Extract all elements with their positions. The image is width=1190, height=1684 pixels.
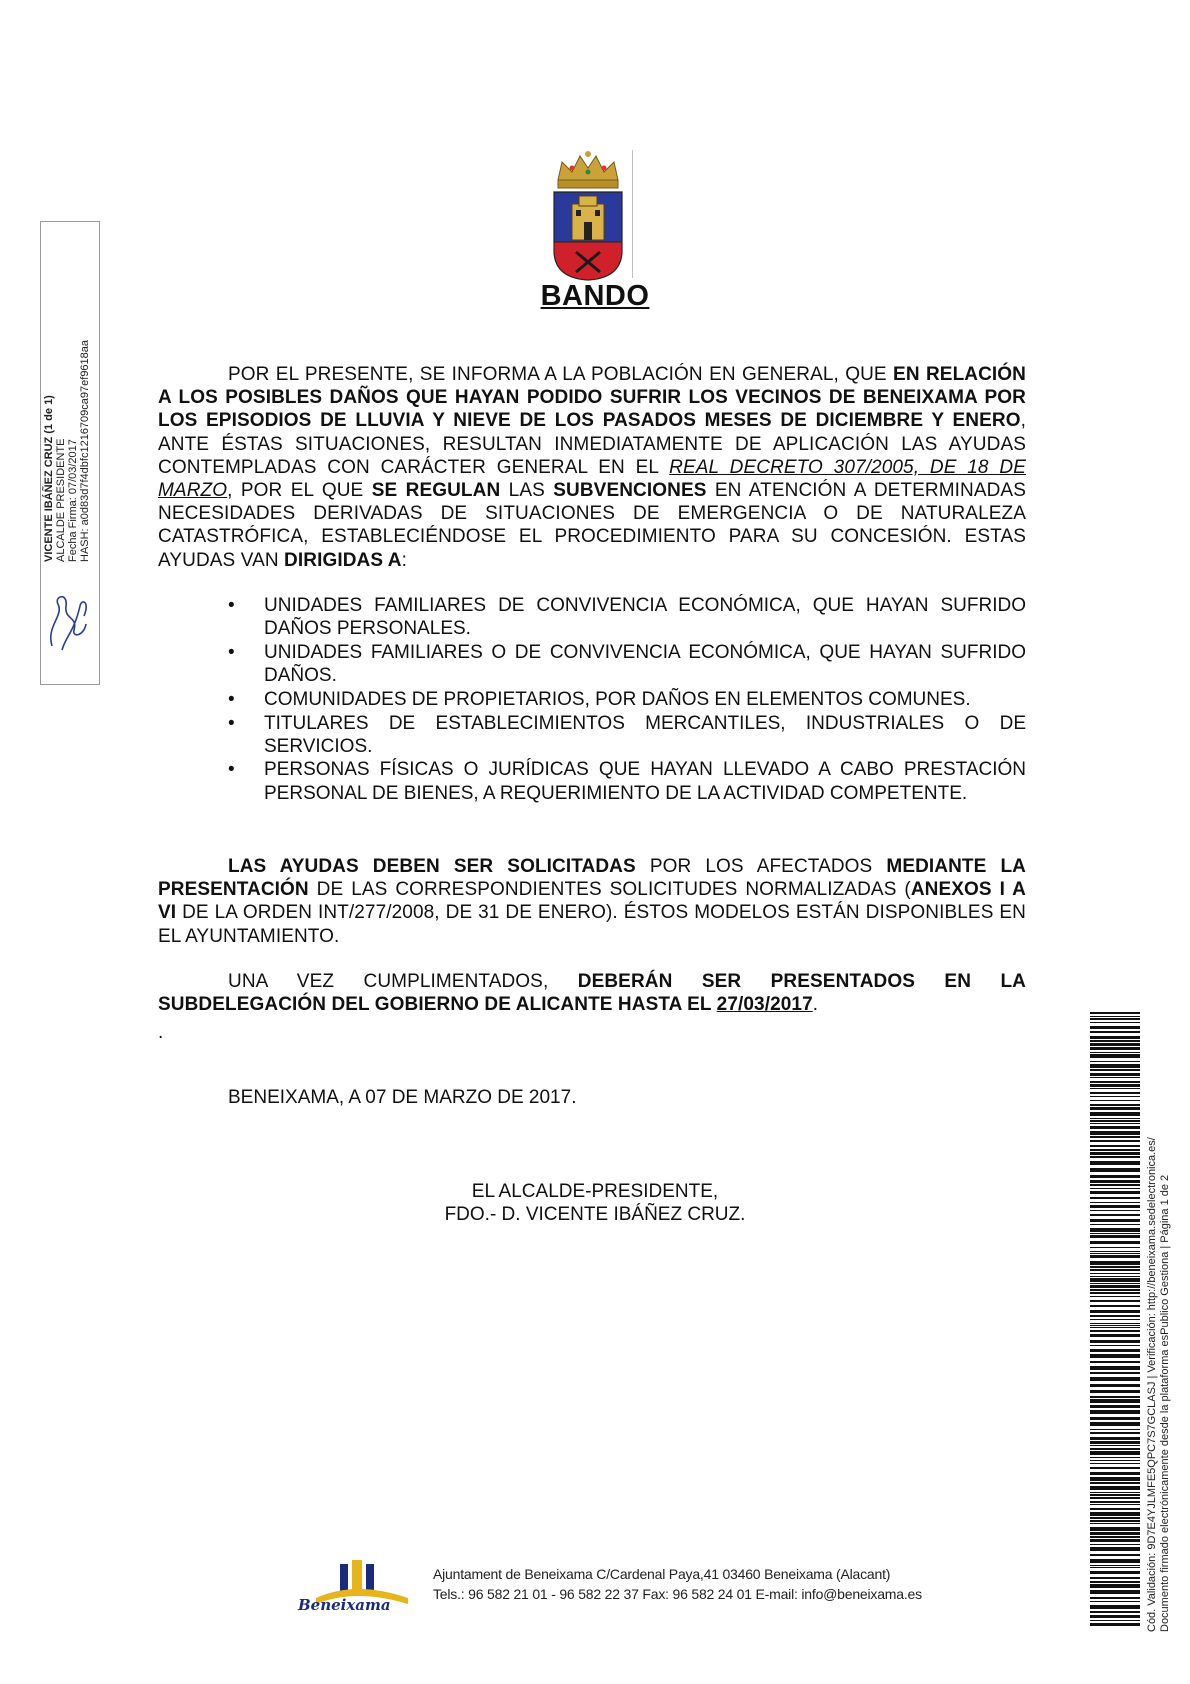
barcode-bar — [1090, 1527, 1140, 1531]
barcode-bar — [1090, 1289, 1140, 1291]
document-title: BANDO — [540, 280, 650, 312]
barcode-bar — [1090, 1276, 1140, 1277]
barcode-bar — [1090, 1354, 1140, 1358]
application-paragraph — [158, 855, 1026, 948]
barcode-bar — [1090, 1088, 1140, 1089]
footer-logo-text: Beneixama — [298, 1596, 391, 1614]
barcode-bar — [1090, 1197, 1140, 1199]
barcode-bar — [1090, 1118, 1140, 1119]
list-item — [222, 688, 1026, 711]
barcode-bar — [1090, 1451, 1140, 1455]
footer-contact: Tels.: 96 582 21 01 - 96 582 22 37 Fax: 96 582 24 01 E-mail: info@beneixama.es — [433, 1586, 922, 1602]
p2-bold-3: ANEXOS I A VI — [158, 879, 1026, 924]
barcode-bar — [1090, 1149, 1140, 1151]
barcode-bar — [1090, 1255, 1140, 1258]
barcode-bar — [1090, 1571, 1140, 1574]
barcode-bar — [1090, 1188, 1140, 1189]
barcode-bar — [1090, 1168, 1140, 1172]
bullet-icon: • — [228, 759, 235, 781]
barcode-bar — [1090, 1445, 1140, 1446]
barcode-bar — [1090, 1567, 1140, 1568]
barcode-bar — [1090, 1577, 1140, 1579]
stamp-date: Fecha Firma: 07/03/2017 — [67, 439, 79, 562]
barcode-bar — [1090, 1494, 1140, 1496]
barcode-bar — [1090, 1266, 1140, 1268]
barcode-bar — [1090, 1501, 1140, 1503]
barcode-bar — [1090, 1016, 1140, 1017]
barcode-bar — [1090, 1210, 1140, 1211]
barcode-bar — [1090, 1054, 1140, 1058]
barcode-bar — [1090, 1396, 1140, 1398]
barcode-bar — [1090, 1497, 1140, 1499]
barcode-bar — [1090, 1405, 1140, 1408]
header-rule — [632, 150, 633, 278]
footer-address: Ajuntament de Beneixama C/Cardenal Paya,41 03460 Beneixama (Alacant) — [433, 1566, 891, 1582]
barcode-bar — [1090, 1345, 1140, 1346]
barcode-bar — [1090, 1092, 1140, 1094]
barcode-bar — [1090, 1100, 1140, 1101]
p2-bold-2: MEDIANTE LA PRESENTACIÓN — [158, 856, 1027, 901]
signer-role: EL ALCALDE-PRESIDENTE, — [471, 1181, 719, 1202]
stray-dot: . — [158, 1022, 164, 1043]
barcode-bar — [1090, 1512, 1140, 1516]
barcode-bar — [1090, 1448, 1140, 1450]
barcode-bar — [1090, 1584, 1140, 1588]
barcode-bar — [1090, 1043, 1140, 1046]
validation-barcode — [1090, 1012, 1140, 1626]
barcode-bar — [1090, 1390, 1140, 1393]
barcode-bar — [1090, 1300, 1140, 1302]
barcode-bar — [1090, 1384, 1140, 1387]
p1-bold-4: DIRIGIDAS A — [284, 549, 402, 571]
stamp-signer: VICENTE IBÁÑEZ CRUZ (1 de 1) — [43, 395, 55, 562]
barcode-bar — [1090, 1219, 1140, 1222]
barcode-bar — [1090, 1508, 1140, 1510]
barcode-bar — [1090, 1202, 1140, 1203]
barcode-bar — [1090, 1233, 1140, 1234]
barcode-bar — [1090, 1460, 1140, 1461]
barcode-bar — [1090, 1377, 1140, 1381]
barcode-bar — [1090, 1228, 1140, 1232]
p1-text-6: : — [401, 549, 408, 571]
barcode-bar — [1090, 1241, 1140, 1244]
barcode-bar — [1090, 1184, 1140, 1186]
p1-text-3: , POR EL QUE — [227, 480, 372, 502]
barcode-bar — [1090, 1325, 1140, 1326]
barcode-bar — [1090, 1022, 1140, 1023]
barcode-bar — [1090, 1156, 1140, 1158]
p2-text-1: POR LOS AFECTADOS — [635, 856, 887, 877]
barcode-bar — [1090, 1292, 1140, 1294]
p1-decree-reference: REAL DECRETO 307/2005, DE 18 DE MARZO — [158, 456, 1026, 502]
barcode-bar — [1090, 1120, 1140, 1122]
barcode-bar — [1090, 1145, 1140, 1147]
barcode-bar — [1090, 1554, 1140, 1556]
barcode-bar — [1090, 1081, 1140, 1083]
p1-text-5: EN ATENCIÓN A DETERMINADAS NECESIDADES DERIVADAS DE SITUACIONES DE EMERGENCIA O DE NATURALEZA CATASTRÓFICA, ESTABLECIÉNDOSE EL PROCEDIMIENTO PARA SU CONCESIÓN. ESTAS AYUDAS VAN — [158, 480, 1026, 571]
barcode-bar — [1090, 1623, 1140, 1626]
barcode-bar — [1090, 1463, 1140, 1464]
barcode-bar — [1090, 1482, 1140, 1484]
barcode-bar — [1090, 1191, 1140, 1194]
barcode-bar — [1090, 1235, 1140, 1238]
bullet-icon: • — [228, 595, 235, 616]
list-item-text: UNIDADES FAMILIARES DE CONVIVENCIA ECONÓMICA, QUE HAYAN SUFRIDO DAÑOS PERSONALES. — [264, 595, 1026, 640]
signature-stamp-text — [43, 340, 91, 562]
barcode-bar — [1090, 1224, 1140, 1225]
stamp-hash: HASH: a0d83d7f4dbfc1216709ca97ef9618aa — [79, 339, 91, 562]
handwritten-signature — [44, 586, 94, 656]
barcode-bar — [1090, 1532, 1140, 1535]
barcode-bar — [1090, 1422, 1140, 1426]
barcode-bar — [1090, 1467, 1140, 1469]
list-item — [222, 758, 1026, 804]
barcode-bar — [1090, 1492, 1140, 1493]
list-item-text: UNIDADES FAMILIARES O DE CONVIVENCIA ECONÓMICA, QUE HAYAN SUFRIDO DAÑOS. — [264, 641, 1026, 687]
barcode-bar — [1090, 1247, 1140, 1248]
barcode-bar — [1090, 1026, 1140, 1029]
barcode-bar — [1090, 1047, 1140, 1050]
barcode-bar — [1090, 1096, 1140, 1097]
barcode-bar — [1090, 1477, 1140, 1481]
barcode-bar — [1090, 1590, 1140, 1594]
barcode-bar — [1090, 1330, 1140, 1332]
barcode-bar — [1090, 1126, 1140, 1129]
barcode-bar — [1090, 1611, 1140, 1613]
barcode-bar — [1090, 1472, 1140, 1475]
barcode-bar — [1090, 1031, 1140, 1033]
barcode-bar — [1090, 1061, 1140, 1062]
barcode-bar — [1090, 1123, 1140, 1124]
coat-of-arms — [548, 150, 628, 282]
p3-bold-1: DEBERÁN SER PRESENTADOS EN LA SUBDELEGACIÓN DEL GOBIERNO DE ALICANTE HASTA EL — [158, 971, 1026, 1016]
barcode-bar — [1090, 1040, 1140, 1042]
barcode-bar — [1090, 1140, 1140, 1142]
barcode-bar — [1090, 1372, 1140, 1374]
barcode-bar — [1090, 1615, 1140, 1618]
barcode-bar — [1090, 1161, 1140, 1165]
validation-code: Cód. Validación: 9D7E4YJLMFE5QPC7S7GCLASJ | Verificación: http://beneixama.sedelectronica.es/ — [1146, 1137, 1158, 1632]
barcode-bar — [1090, 1399, 1140, 1403]
barcode-bar — [1090, 1581, 1140, 1583]
signature-block — [0, 1180, 1190, 1226]
barcode-bar — [1090, 1559, 1140, 1563]
p1-text-4: LAS — [500, 480, 554, 502]
barcode-bar — [1090, 1285, 1140, 1288]
p1-text-2: , ANTE ÉSTAS SITUACIONES, RESULTAN INMEDIATAMENTE DE APLICACIÓN LAS AYUDAS CONTEMPLADAS CON CARÁCTER GENERAL EN EL — [158, 410, 1026, 478]
barcode-bar — [1090, 1565, 1140, 1566]
barcode-bar — [1090, 1323, 1140, 1324]
list-item — [222, 594, 1026, 640]
bullet-icon: • — [228, 712, 235, 734]
barcode-bar — [1090, 1620, 1140, 1621]
barcode-bar — [1090, 1077, 1140, 1078]
place-and-date: BENEIXAMA, A 07 DE MARZO DE 2017. — [228, 1087, 577, 1108]
barcode-bar — [1090, 1052, 1140, 1053]
barcode-bar — [1090, 1012, 1140, 1014]
p3-deadline-date: 27/03/2017 — [716, 994, 813, 1016]
validation-note: Documento firmado electrónicamente desde la plataforma esPublico Gestiona | Página 1 de 2 — [1159, 1174, 1171, 1632]
barcode-bar — [1090, 1417, 1140, 1420]
barcode-bar — [1090, 1486, 1140, 1490]
barcode-bar — [1090, 1520, 1140, 1522]
barcode-bar — [1090, 1073, 1140, 1076]
p2-text-2: DE LAS CORRESPONDIENTES SOLICITUDES NORMALIZADAS ( — [308, 879, 911, 901]
barcode-bar — [1090, 1296, 1140, 1297]
barcode-bar — [1090, 1305, 1140, 1307]
barcode-bar — [1090, 1269, 1140, 1271]
barcode-bar — [1090, 1597, 1140, 1599]
barcode-bar — [1090, 1319, 1140, 1320]
list-item — [222, 641, 1026, 687]
barcode-bar — [1090, 1432, 1140, 1434]
list-item-text: COMUNIDADES DE PROPIETARIOS, POR DAÑOS EN ELEMENTOS COMUNES. — [264, 688, 971, 710]
barcode-bar — [1090, 1429, 1140, 1430]
barcode-bar — [1090, 1536, 1140, 1538]
barcode-bar — [1090, 1104, 1140, 1106]
barcode-bar — [1090, 1310, 1140, 1313]
barcode-bar — [1090, 1315, 1140, 1317]
barcode-bar — [1090, 1152, 1140, 1155]
barcode-bar — [1090, 1251, 1140, 1252]
barcode-bar — [1090, 1278, 1140, 1282]
barcode-bar — [1090, 1175, 1140, 1178]
p1-bold-2: SE REGULAN — [371, 480, 501, 502]
barcode-bar — [1090, 1523, 1140, 1524]
barcode-bar — [1090, 1349, 1140, 1352]
barcode-bar — [1090, 1069, 1140, 1071]
barcode-bar — [1090, 1131, 1140, 1135]
p3-text-1: UNA VEZ CUMPLIMENTADOS, — [228, 971, 578, 992]
barcode-bar — [1090, 1539, 1140, 1542]
validation-text — [1146, 1137, 1172, 1632]
barcode-bar — [1090, 1253, 1140, 1254]
barcode-bar — [1090, 1205, 1140, 1208]
barcode-bar — [1090, 1517, 1140, 1519]
barcode-bar — [1090, 1064, 1140, 1068]
barcode-bar — [1090, 1112, 1140, 1116]
deadline-paragraph — [158, 970, 1026, 1016]
list-item-text: PERSONAS FÍSICAS O JURÍDICAS QUE HAYAN LLEVADO A CABO PRESTACIÓN PERSONAL DE BIENES, A REQUERIMIENTO DE LA ACTIVIDAD COMPETENTE. — [264, 759, 1026, 804]
barcode-bar — [1090, 1261, 1140, 1265]
p1-text-1: POR EL PRESENTE, SE INFORMA A LA POBLACIÓN EN GENERAL, QUE — [228, 364, 894, 385]
list-item-text: TITULARES DE ESTABLECIMIENTOS MERCANTILES, INDUSTRIALES O DE SERVICIOS. — [264, 712, 1026, 757]
barcode-bar — [1090, 1547, 1140, 1551]
barcode-bar — [1090, 1273, 1140, 1274]
barcode-bar — [1090, 1544, 1140, 1545]
barcode-bar — [1090, 1437, 1140, 1440]
barcode-bar — [1090, 1410, 1140, 1414]
list-item — [222, 712, 1026, 758]
barcode-bar — [1090, 1504, 1140, 1505]
barcode-bar — [1090, 1340, 1140, 1343]
bullet-icon: • — [228, 641, 235, 663]
barcode-bar — [1090, 1018, 1140, 1020]
p2-text-3: DE LA ORDEN INT/277/2008, DE 31 DE ENERO). ÉSTOS MODELOS ESTÁN DISPONIBLES EN EL AYUNTAMIENTO. — [158, 902, 1026, 947]
barcode-bar — [1090, 1601, 1140, 1602]
barcode-bar — [1090, 1457, 1140, 1458]
barcode-bar — [1090, 1605, 1140, 1609]
barcode-bar — [1090, 1283, 1140, 1284]
barcode-bar — [1090, 1084, 1140, 1087]
beneficiaries-list — [222, 594, 1026, 805]
barcode-bar — [1090, 1366, 1140, 1370]
barcode-bar — [1090, 1107, 1140, 1110]
stamp-role: ALCALDE PRESIDENTE — [55, 438, 67, 562]
barcode-bar — [1090, 1180, 1140, 1183]
bullet-icon: • — [228, 688, 235, 710]
p1-bold-1: EN RELACIÓN A LOS POSIBLES DAÑOS QUE HAYAN PODIDO SUFRIR LOS VECINOS DE BENEIXAMA POR LOS EPISODIOS DE LLUVIA Y NIEVE DE LOS PASADOS MESES DE DICIEMBRE Y ENERO — [158, 364, 1026, 432]
barcode-bar — [1090, 1361, 1140, 1363]
barcode-bar — [1090, 1136, 1140, 1138]
barcode-bar — [1090, 1214, 1140, 1216]
barcode-bar — [1090, 1327, 1140, 1328]
signer-name: FDO.- D. VICENTE IBÁÑEZ CRUZ. — [444, 1204, 746, 1225]
barcode-bar — [1090, 1036, 1140, 1039]
p2-bold-1: LAS AYUDAS DEBEN SER SOLICITADAS — [228, 856, 636, 877]
p3-text-2: . — [812, 994, 819, 1016]
p1-bold-3: SUBVENCIONES — [553, 480, 707, 502]
barcode-bar — [1090, 1334, 1140, 1337]
barcode-bar — [1090, 1441, 1140, 1444]
intro-paragraph — [158, 363, 1026, 572]
